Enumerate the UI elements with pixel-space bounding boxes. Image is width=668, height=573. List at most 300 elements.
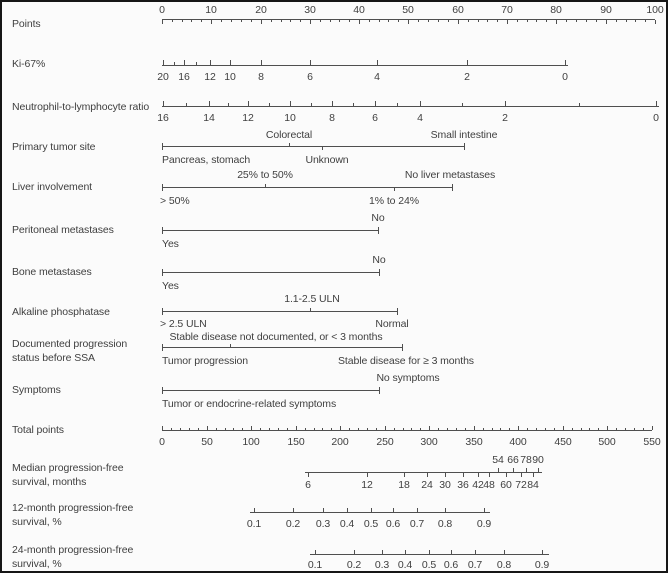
tick-label-nlr: 10: [284, 112, 296, 124]
axis-tick-total-points: [456, 428, 457, 430]
axis-alkaline-phosphatase: [162, 311, 397, 312]
row-label-progression-status: status before SSA: [12, 352, 95, 364]
axis-tick-points: [290, 20, 291, 22]
axis-tick-bone-metastases: [162, 269, 163, 276]
tick-label-median-pfs: 54: [492, 454, 504, 466]
axis-tick-median-pfs: [445, 473, 446, 477]
tick-label-primary-tumor-site: Pancreas, stomach: [162, 154, 251, 166]
axis-tick-total-points: [411, 428, 412, 430]
row-label-nlr: Neutrophil-to-lymphocyte ratio: [12, 101, 150, 113]
tick-label-points: 70: [501, 4, 513, 16]
axis-tick-total-points: [260, 428, 261, 430]
axis-tick-points: [369, 20, 370, 22]
tick-label-liver-involvement: 1% to 24%: [369, 195, 419, 207]
tick-label-points: 20: [255, 4, 267, 16]
tick-label-points: 90: [600, 4, 612, 16]
tick-label-nlr: 6: [372, 112, 378, 124]
axis-tick-total-points: [420, 428, 421, 430]
axis-tick-total-points: [536, 428, 537, 430]
tick-label-nlr: 16: [157, 112, 169, 124]
row-label-pfs-12month: survival, %: [12, 516, 62, 528]
tick-label-pfs-24month: 0.2: [346, 559, 362, 571]
axis-tick-nlr: [290, 101, 291, 106]
axis-tick-total-points: [465, 428, 466, 430]
axis-tick-ki67: [184, 60, 185, 65]
axis-tick-primary-tumor-site: [322, 147, 323, 150]
axis-tick-pfs-12month: [323, 508, 324, 512]
axis-tick-pfs-24month: [354, 550, 355, 554]
axis-tick-total-points: [162, 426, 163, 430]
tick-label-symptoms: Tumor or endocrine-related symptoms: [162, 398, 337, 410]
axis-progression-status: [162, 347, 402, 348]
axis-tick-points: [241, 20, 242, 22]
axis-tick-total-points: [225, 428, 226, 430]
axis-tick-nlr: [353, 103, 354, 106]
axis-tick-total-points: [278, 428, 279, 430]
axis-tick-pfs-24month: [451, 550, 452, 554]
axis-tick-pfs-12month: [484, 508, 485, 512]
row-label-points: Points: [12, 18, 41, 30]
axis-tick-points: [507, 20, 508, 24]
tick-label-peritoneal-metastases: No: [371, 212, 385, 224]
tick-label-median-pfs: 24: [421, 479, 433, 491]
row-label-ki67: Ki-67%: [12, 58, 46, 70]
tick-label-ki67: 10: [224, 71, 236, 83]
axis-tick-pfs-24month: [475, 550, 476, 554]
tick-label-pfs-12month: 0.7: [409, 518, 425, 530]
tick-label-points: 60: [452, 4, 464, 16]
axis-tick-points: [546, 20, 547, 22]
tick-label-median-pfs: 84: [527, 479, 539, 491]
axis-tick-total-points: [207, 426, 208, 430]
axis-tick-ki67: [230, 60, 231, 65]
axis-tick-total-points: [358, 428, 359, 430]
axis-tick-pfs-24month: [429, 550, 430, 554]
tick-label-median-pfs: 42: [472, 479, 484, 491]
axis-tick-points: [349, 20, 350, 22]
axis-tick-total-points: [545, 428, 546, 430]
tick-label-pfs-24month: 0.1: [307, 559, 323, 571]
tick-label-median-pfs: 78: [520, 454, 532, 466]
axis-tick-bone-metastases: [379, 269, 380, 276]
axis-tick-total-points: [572, 428, 573, 430]
tick-label-nlr: 14: [203, 112, 215, 124]
axis-tick-total-points: [216, 428, 217, 430]
axis-tick-total-points: [287, 428, 288, 430]
tick-label-points: 10: [205, 4, 217, 16]
axis-tick-total-points: [563, 426, 564, 430]
axis-tick-total-points: [625, 428, 626, 430]
axis-tick-primary-tumor-site: [289, 143, 290, 146]
axis-nlr: [162, 106, 659, 107]
axis-tick-points: [418, 20, 419, 22]
axis-tick-median-pfs: [526, 468, 527, 472]
tick-label-ki67: 6: [307, 71, 313, 83]
row-label-symptoms: Symptoms: [12, 384, 61, 396]
axis-tick-ki67: [196, 62, 197, 65]
tick-label-alkaline-phosphatase: 1.1-2.5 ULN: [284, 293, 340, 305]
tick-label-total-points: 450: [554, 436, 572, 448]
axis-tick-total-points: [429, 426, 430, 430]
axis-tick-total-points: [198, 428, 199, 430]
axis-tick-total-points: [242, 428, 243, 430]
row-label-bone-metastases: Bone metastases: [12, 266, 92, 278]
axis-tick-nlr: [186, 103, 187, 106]
axis-tick-points: [428, 20, 429, 22]
axis-pfs-12month: [250, 512, 490, 513]
tick-label-pfs-12month: 0.8: [437, 518, 453, 530]
tick-label-nlr: 2: [502, 112, 508, 124]
tick-label-pfs-24month: 0.4: [397, 559, 413, 571]
axis-tick-ki67: [310, 60, 311, 65]
axis-tick-liver-involvement: [452, 184, 453, 191]
tick-label-points: 50: [402, 4, 414, 16]
axis-tick-total-points: [171, 428, 172, 430]
tick-label-peritoneal-metastases: Yes: [162, 238, 179, 250]
axis-tick-points: [261, 20, 262, 24]
axis-tick-total-points: [331, 428, 332, 430]
axis-tick-points: [556, 20, 557, 24]
axis-tick-points: [586, 20, 587, 22]
row-label-alkaline-phosphatase: Alkaline phosphatase: [12, 306, 110, 318]
axis-tick-ki67: [163, 60, 164, 65]
axis-tick-median-pfs: [404, 473, 405, 477]
axis-tick-total-points: [500, 428, 501, 430]
tick-label-total-points: 300: [420, 436, 438, 448]
axis-tick-alkaline-phosphatase: [162, 308, 163, 315]
axis-tick-total-points: [367, 428, 368, 430]
axis-tick-points: [616, 20, 617, 22]
axis-tick-pfs-24month: [315, 550, 316, 554]
axis-tick-points: [645, 20, 646, 22]
axis-tick-primary-tumor-site: [162, 143, 163, 150]
axis-tick-nlr: [579, 103, 580, 106]
axis-tick-nlr: [462, 103, 463, 106]
axis-tick-median-pfs: [506, 473, 507, 477]
axis-tick-median-pfs: [498, 468, 499, 472]
axis-tick-total-points: [376, 428, 377, 430]
axis-liver-involvement: [162, 187, 452, 188]
axis-tick-total-points: [616, 428, 617, 430]
axis-tick-total-points: [607, 426, 608, 430]
axis-tick-points: [448, 20, 449, 22]
axis-tick-total-points: [652, 426, 653, 430]
tick-label-points: 40: [353, 4, 365, 16]
axis-tick-median-pfs: [367, 473, 368, 477]
tick-label-median-pfs: 30: [439, 479, 451, 491]
tick-label-median-pfs: 90: [532, 454, 544, 466]
axis-tick-median-pfs: [478, 473, 479, 477]
axis-tick-points: [281, 20, 282, 22]
axis-tick-progression-status: [402, 344, 403, 351]
axis-tick-median-pfs: [463, 473, 464, 477]
axis-tick-total-points: [394, 428, 395, 430]
tick-label-total-points: 50: [201, 436, 213, 448]
row-label-median-pfs: Median progression-free: [12, 462, 124, 474]
tick-label-pfs-12month: 0.4: [339, 518, 355, 530]
axis-tick-points: [536, 20, 537, 22]
tick-label-median-pfs: 12: [361, 479, 373, 491]
axis-tick-median-pfs: [538, 468, 539, 472]
axis-tick-liver-involvement: [265, 184, 266, 187]
tick-label-total-points: 250: [376, 436, 394, 448]
axis-primary-tumor-site: [162, 146, 464, 147]
tick-label-median-pfs: 60: [500, 479, 512, 491]
axis-tick-median-pfs: [427, 473, 428, 477]
row-label-progression-status: Documented progression: [12, 338, 128, 350]
tick-label-liver-involvement: > 50%: [160, 195, 190, 207]
tick-label-total-points: 100: [242, 436, 260, 448]
tick-label-primary-tumor-site: Unknown: [305, 154, 349, 166]
axis-tick-points: [231, 20, 232, 22]
axis-tick-pfs-12month: [293, 508, 294, 512]
tick-label-median-pfs: 72: [515, 479, 527, 491]
axis-tick-progression-status: [230, 344, 231, 347]
axis-pfs-24month: [310, 554, 549, 555]
tick-label-ki67: 8: [258, 71, 264, 83]
row-label-median-pfs: survival, months: [12, 476, 87, 488]
axis-tick-points: [310, 20, 311, 24]
axis-tick-points: [566, 20, 567, 22]
axis-tick-symptoms: [379, 387, 380, 394]
tick-label-total-points: 200: [331, 436, 349, 448]
axis-tick-total-points: [322, 428, 323, 430]
axis-tick-total-points: [589, 428, 590, 430]
axis-tick-points: [162, 20, 163, 24]
axis-tick-symptoms: [162, 387, 163, 394]
axis-tick-median-pfs: [489, 473, 490, 477]
axis-tick-nlr: [375, 101, 376, 106]
axis-tick-points: [320, 20, 321, 22]
tick-label-ki67: 2: [464, 71, 470, 83]
axis-tick-total-points: [492, 428, 493, 430]
tick-label-progression-status: Stable disease not documented, or < 3 months: [169, 331, 383, 343]
axis-tick-points: [398, 20, 399, 22]
axis-tick-nlr: [420, 101, 421, 106]
tick-label-alkaline-phosphatase: > 2.5 ULN: [160, 318, 207, 330]
tick-label-nlr: 12: [242, 112, 254, 124]
axis-tick-ki67: [174, 62, 175, 65]
axis-tick-ki67: [210, 60, 211, 65]
axis-tick-points: [635, 20, 636, 22]
axis-tick-points: [408, 20, 409, 24]
axis-tick-total-points: [643, 428, 644, 430]
row-label-pfs-24month: 24-month progression-free: [12, 544, 134, 556]
axis-tick-nlr: [209, 101, 210, 106]
axis-total-points: [162, 430, 652, 431]
axis-tick-total-points: [581, 428, 582, 430]
tick-label-pfs-12month: 0.2: [285, 518, 301, 530]
axis-tick-liver-involvement: [162, 184, 163, 191]
axis-tick-total-points: [527, 428, 528, 430]
axis-tick-total-points: [518, 426, 519, 430]
tick-label-progression-status: Tumor progression: [162, 355, 249, 367]
tick-label-total-points: 550: [643, 436, 661, 448]
axis-tick-points: [379, 20, 380, 22]
tick-label-points: 30: [304, 4, 316, 16]
axis-tick-points: [182, 20, 183, 22]
tick-label-ki67: 0: [562, 71, 568, 83]
axis-tick-points: [438, 20, 439, 22]
tick-label-pfs-24month: 0.3: [374, 559, 390, 571]
axis-tick-ki67: [565, 60, 566, 65]
tick-label-median-pfs: 48: [483, 479, 495, 491]
row-label-pfs-24month: survival, %: [12, 558, 62, 570]
tick-label-pfs-12month: 0.1: [246, 518, 262, 530]
row-label-total-points: Total points: [12, 424, 64, 436]
tick-label-bone-metastases: Yes: [162, 280, 179, 292]
axis-tick-pfs-24month: [504, 550, 505, 554]
axis-tick-ki67: [377, 60, 378, 65]
tick-label-total-points: 500: [598, 436, 616, 448]
axis-tick-primary-tumor-site: [464, 143, 465, 150]
axis-tick-median-pfs: [533, 473, 534, 477]
tick-label-alkaline-phosphatase: Normal: [375, 318, 409, 330]
axis-peritoneal-metastases: [162, 230, 378, 231]
axis-tick-points: [606, 20, 607, 24]
axis-tick-peritoneal-metastases: [162, 227, 163, 234]
axis-tick-nlr: [269, 103, 270, 106]
axis-tick-points: [527, 20, 528, 22]
axis-tick-pfs-12month: [254, 508, 255, 512]
axis-tick-nlr: [163, 101, 164, 106]
row-label-liver-involvement: Liver involvement: [12, 181, 93, 193]
axis-tick-total-points: [509, 428, 510, 430]
axis-ki67: [162, 65, 568, 66]
tick-label-median-pfs: 6: [305, 479, 311, 491]
axis-tick-total-points: [403, 428, 404, 430]
axis-tick-total-points: [438, 428, 439, 430]
axis-tick-total-points: [314, 428, 315, 430]
axis-tick-alkaline-phosphatase: [310, 308, 311, 311]
axis-tick-total-points: [385, 426, 386, 430]
axis-tick-points: [388, 20, 389, 22]
axis-tick-total-points: [349, 428, 350, 430]
axis-tick-nlr: [248, 101, 249, 106]
tick-label-pfs-12month: 0.5: [363, 518, 379, 530]
axis-tick-pfs-24month: [382, 550, 383, 554]
axis-tick-liver-involvement: [394, 188, 395, 191]
axis-tick-median-pfs: [513, 468, 514, 472]
tick-label-total-points: 0: [159, 436, 165, 448]
tick-label-total-points: 350: [465, 436, 483, 448]
axis-tick-points: [626, 20, 627, 22]
axis-tick-pfs-24month: [542, 550, 543, 554]
axis-tick-total-points: [180, 428, 181, 430]
tick-label-points: 0: [159, 4, 165, 16]
axis-tick-points: [211, 20, 212, 24]
axis-tick-total-points: [189, 428, 190, 430]
axis-tick-total-points: [296, 426, 297, 430]
axis-symptoms: [162, 390, 379, 391]
axis-tick-points: [497, 20, 498, 22]
tick-label-points: 100: [646, 4, 664, 16]
axis-tick-total-points: [269, 428, 270, 430]
axis-tick-nlr: [505, 101, 506, 106]
tick-label-median-pfs: 36: [457, 479, 469, 491]
axis-bone-metastases: [162, 272, 379, 273]
tick-label-liver-involvement: No liver metastases: [404, 169, 496, 181]
axis-tick-pfs-12month: [417, 508, 418, 512]
tick-label-pfs-24month: 0.9: [534, 559, 550, 571]
tick-label-total-points: 150: [287, 436, 305, 448]
axis-tick-total-points: [483, 428, 484, 430]
axis-tick-total-points: [233, 428, 234, 430]
tick-label-nlr: 0: [653, 112, 659, 124]
tick-label-pfs-24month: 0.6: [443, 559, 459, 571]
axis-tick-pfs-12month: [371, 508, 372, 512]
axis-tick-peritoneal-metastases: [378, 227, 379, 234]
tick-label-pfs-24month: 0.8: [496, 559, 512, 571]
tick-label-total-points: 400: [509, 436, 527, 448]
axis-tick-total-points: [305, 428, 306, 430]
axis-tick-points: [487, 20, 488, 22]
axis-tick-median-pfs: [521, 473, 522, 477]
axis-tick-total-points: [598, 428, 599, 430]
axis-tick-points: [251, 20, 252, 22]
tick-label-ki67: 12: [204, 71, 216, 83]
axis-tick-points: [172, 20, 173, 22]
axis-tick-points: [300, 20, 301, 22]
tick-label-ki67: 4: [374, 71, 380, 83]
axis-tick-points: [655, 20, 656, 24]
axis-tick-pfs-12month: [393, 508, 394, 512]
axis-tick-points: [458, 20, 459, 24]
axis-tick-ki67: [467, 60, 468, 65]
tick-label-ki67: 20: [157, 71, 169, 83]
tick-label-points: 80: [550, 4, 562, 16]
axis-tick-points: [596, 20, 597, 22]
tick-label-pfs-12month: 0.6: [385, 518, 401, 530]
axis-tick-points: [330, 20, 331, 22]
axis-tick-total-points: [340, 426, 341, 430]
axis-tick-points: [517, 20, 518, 22]
axis-tick-progression-status: [162, 344, 163, 351]
tick-label-pfs-12month: 0.3: [315, 518, 331, 530]
tick-label-nlr: 8: [329, 112, 335, 124]
axis-tick-nlr: [397, 103, 398, 106]
axis-tick-alkaline-phosphatase: [397, 308, 398, 315]
axis-tick-ki67: [261, 60, 262, 65]
axis-tick-points: [478, 20, 479, 22]
axis-tick-pfs-12month: [445, 508, 446, 512]
axis-tick-total-points: [447, 428, 448, 430]
tick-label-bone-metastases: No: [372, 254, 386, 266]
axis-tick-points: [339, 20, 340, 22]
row-label-pfs-12month: 12-month progression-free: [12, 502, 134, 514]
axis-tick-points: [359, 20, 360, 24]
tick-label-progression-status: Stable disease for ≥ 3 months: [338, 355, 474, 367]
row-label-peritoneal-metastases: Peritoneal metastases: [12, 224, 114, 236]
axis-tick-nlr: [656, 101, 657, 106]
tick-label-nlr: 4: [417, 112, 423, 124]
axis-tick-points: [468, 20, 469, 22]
tick-label-primary-tumor-site: Colorectal: [265, 129, 313, 141]
tick-label-liver-involvement: 25% to 50%: [237, 169, 293, 181]
axis-tick-median-pfs: [308, 473, 309, 477]
tick-label-pfs-24month: 0.5: [421, 559, 437, 571]
axis-tick-total-points: [634, 428, 635, 430]
axis-tick-nlr: [332, 101, 333, 106]
axis-tick-points: [191, 20, 192, 22]
axis-tick-nlr: [228, 103, 229, 106]
tick-label-median-pfs: 66: [507, 454, 519, 466]
axis-tick-nlr: [311, 103, 312, 106]
axis-tick-total-points: [554, 428, 555, 430]
axis-tick-total-points: [474, 426, 475, 430]
axis-tick-total-points: [251, 426, 252, 430]
tick-label-symptoms: No symptoms: [376, 372, 440, 384]
